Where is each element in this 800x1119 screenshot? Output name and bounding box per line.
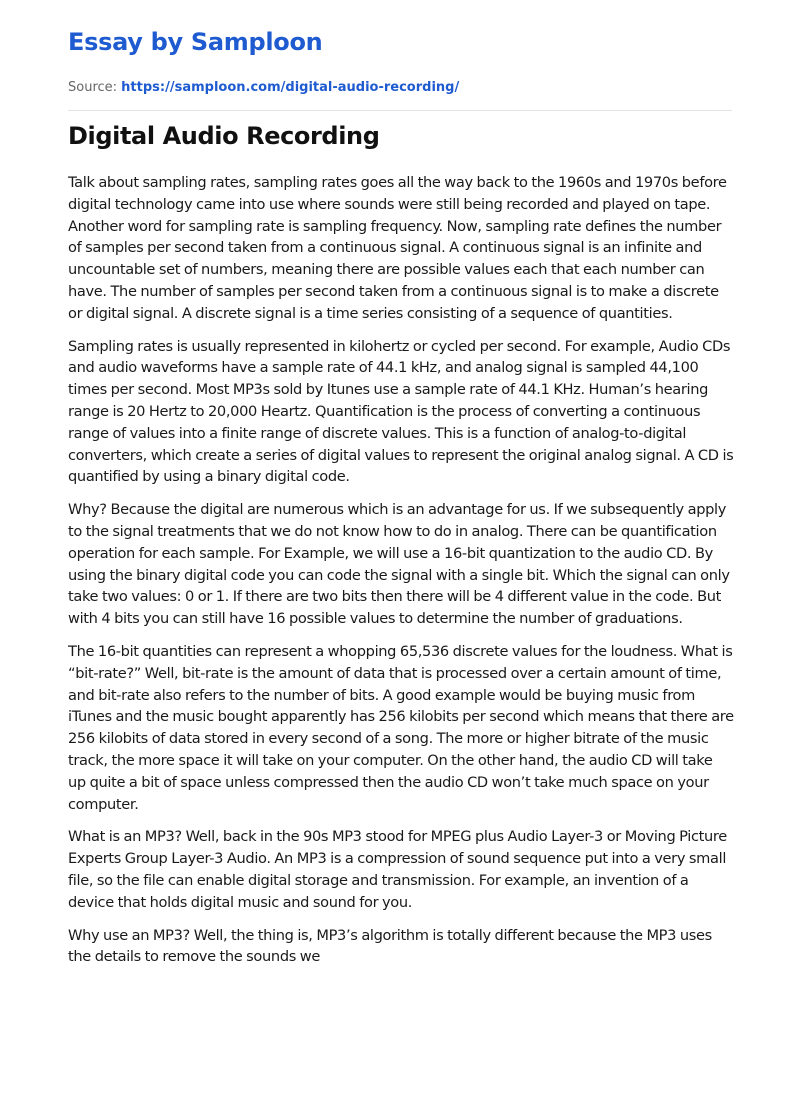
paragraph-1: Talk about sampling rates, sampling rates goes all the way back to the 1960s and 1970s before digital technology came into use where sounds were still being recorded and played on tape. Another word for sampling rate is sampling frequency. Now, sampling rate defines the number of samples per second taken from a continuous signal. A continuous signal is an infinite and uncountable set of numbers, meaning there are possible values each that each number can have. The number of samples per second taken from a continuous signal is to make a discrete or digital signal. A discrete signal is a time series consisting of a sequence of quantities. xyxy=(68,174,727,322)
paragraph-6: Why use an MP3? Well, the thing is, MP3’s algorithm is totally different because the MP3 uses the details to remove the sounds we xyxy=(68,926,712,966)
article-body xyxy=(68,172,734,979)
header-divider xyxy=(68,110,732,111)
source-label: Source: xyxy=(68,80,118,95)
source-link[interactable]: https://samploon.com/digital-audio-recording/ xyxy=(121,80,460,95)
paragraph-3: Why? Because the digital are numerous which is an advantage for us. If we subsequently apply to the signal treatments that we do not know how to do in analog. There can be quantification operation for each sample. For Example, we will use a 16-bit quantization to the audio CD. By using the binary digital code you can code the signal with a single bit. Which the signal can only take two values: 0 or 1. If there are two bits then there will be 4 different value in the code. But with 4 bits you can still have 16 possible values to determine the number of graduations. xyxy=(68,501,730,628)
paragraph-4: The 16-bit quantities can represent a whopping 65,536 discrete values for the loudness. What is “bit-rate?” Well, bit-rate is the amount of data that is processed over a certain amount of time, and bit-rate also refers to the number of bits. A good example would be buying music from iTunes and the music bought apparently has 256 kilobits per second which means that there are 256 kilobits of data stored in every second of a song. The more or higher bitrate of the music track, the more space it will take on your computer. On the other hand, the audio CD will take up quite a bit of space unless compressed then the audio CD won’t take much space on your computer. xyxy=(68,642,734,813)
source-line xyxy=(68,80,459,95)
paragraph-5: What is an MP3? Well, back in the 90s MP3 stood for MPEG plus Audio Layer-3 or Moving Picture Experts Group Layer-3 Audio. An MP3 is a compression of sound sequence put into a very small file, so the file can enable digital storage and transmission. For example, an invention of a device that holds digital music and sound for you. xyxy=(68,828,727,911)
article-title: Digital Audio Recording xyxy=(68,122,380,150)
paragraph-2: Sampling rates is usually represented in kilohertz or cycled per second. For example, Audio CDs and audio waveforms have a sample rate of 44.1 kHz, and analog signal is sampled 44,100 times per second. Most MP3s sold by Itunes use a sample rate of 44.1 KHz. Human’s hearing range is 20 Hertz to 20,000 Heartz. Quantification is the process of converting a continuous range of values into a finite range of discrete values. This is a function of analog-to-digital converters, which create a series of digital values to represent the original analog signal. A CD is quantified by using a binary digital code. xyxy=(68,337,734,486)
site-brand: Essay by Samploon xyxy=(68,28,323,56)
